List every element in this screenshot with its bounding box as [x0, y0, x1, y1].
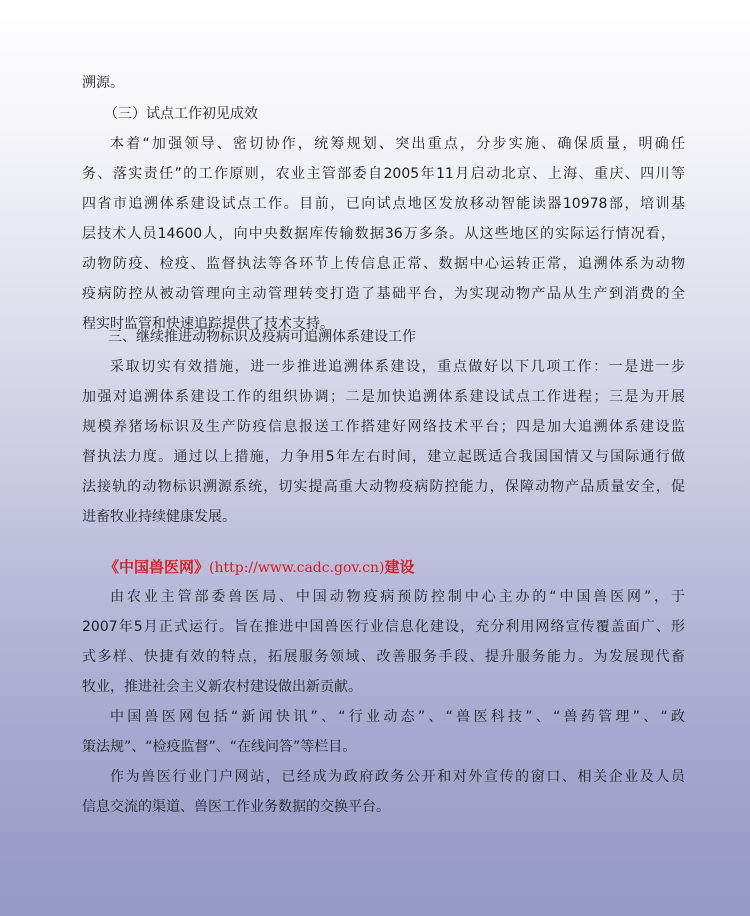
- paragraph-line: 作为兽医行业门户网站，已经成为政府政务公开和对外宣传的窗口、相关企业及人员: [110, 769, 685, 785]
- paragraph-line: 本着“加强领导、密切协作，统筹规划、突出重点，分步实施、确保质量，明确任: [110, 136, 685, 152]
- paragraph-line: 督执法力度。通过以上措施，力争用5年左右时间，建立起既适合我国国情又与国际通行做: [82, 449, 685, 465]
- paragraph-line: 中国兽医网包括“新闻快讯”、“行业动态”、“兽医科技”、“兽药管理”、“政: [110, 709, 685, 725]
- paragraph-line: 法接轨的动物标识溯源系统，切实提高重大动物疫病防控能力，保障动物产品质量安全，促: [82, 479, 685, 495]
- website-title-name: 《中国兽医网》: [104, 558, 210, 576]
- paragraph-line: 策法规”、“检疫监督”、“在线问答”等栏目。: [82, 739, 357, 755]
- paragraph-line: 信息交流的渠道、兽医工作业务数据的交换平台。: [82, 799, 390, 815]
- paragraph-continuation: 溯源。: [82, 75, 124, 91]
- section-heading: 三、继续推进动物标识及疫病可追溯体系建设工作: [108, 329, 416, 345]
- paragraph-line: 四省市追溯体系建设试点工作。目前，已向试点地区发放移动智能读器10978部，培训基: [82, 196, 685, 212]
- paragraph-line: 层技术人员14600人，向中央数据库传输数据36万多条。从这些地区的实际运行情况看，: [82, 226, 675, 242]
- paragraph-line: 进畜牧业持续健康发展。: [82, 509, 236, 525]
- paragraph-line: 规模养猪场标识及生产防疫信息报送工作搭建好网络技术平台；四是加大追溯体系建设监: [82, 419, 685, 435]
- paragraph-line: 式多样、快捷有效的特点，拓展服务领域、改善服务手段、提升服务能力。为发展现代畜: [82, 649, 685, 665]
- paragraph-line: 动物防疫、检疫、监督执法等各环节上传信息正常、数据中心运转正常，追溯体系为动物: [82, 256, 685, 272]
- paragraph-line: 程实时监管和快速追踪提供了技术支持。: [82, 316, 334, 332]
- website-title-suffix: 建设: [384, 558, 415, 576]
- subsection-heading: （三）试点工作初见成效: [104, 106, 258, 122]
- paragraph-line: 牧业，推进社会主义新农村建设做出新贡献。: [82, 679, 362, 695]
- paragraph-line: 由农业主管部委兽医局、中国动物疫病预防控制中心主办的“中国兽医网”，于: [110, 589, 685, 605]
- paragraph-line: 采取切实有效措施，进一步推进追溯体系建设，重点做好以下几项工作：一是进一步: [110, 359, 685, 375]
- paragraph-line: 务、落实责任”的工作原则，农业主管部委自2005年11月启动北京、上海、重庆、四川等: [82, 166, 685, 182]
- website-url: (http://www.cadc.gov.cn): [209, 560, 385, 576]
- paragraph-line: 2007年5月正式运行。旨在推进中国兽医行业信息化建设，充分利用网络宣传覆盖面广、形: [82, 619, 685, 635]
- website-section-title: [104, 556, 414, 579]
- paragraph-line: 加强对追溯体系建设工作的组织协调；二是加快追溯体系建设试点工作进程；三是为开展: [82, 389, 685, 405]
- paragraph-line: 疫病防控从被动管理向主动管理转变打造了基础平台，为实现动物产品从生产到消费的全: [82, 286, 685, 302]
